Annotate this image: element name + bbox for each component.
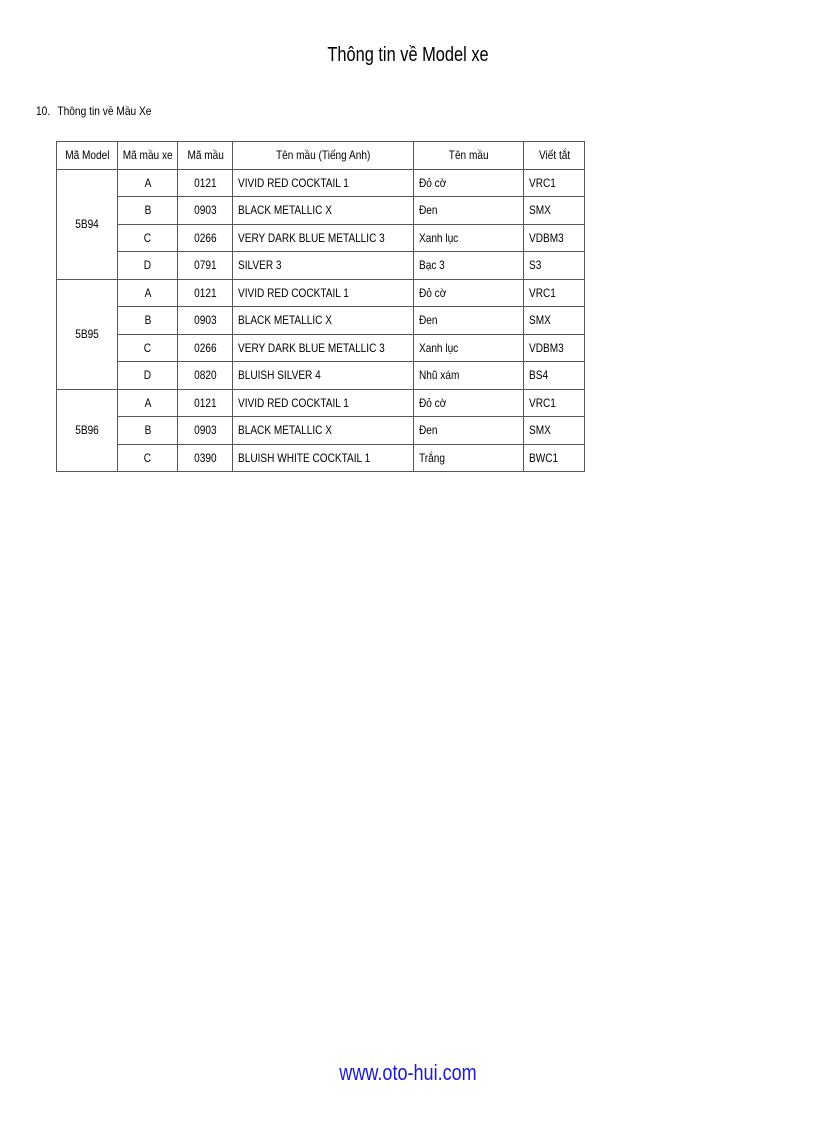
color-name-english-cell: BLACK METALLIC X [233, 197, 414, 225]
car-color-code-cell: D [118, 252, 178, 280]
color-name-cell: Đỏ cờ [414, 169, 524, 197]
section-heading [36, 104, 151, 118]
abbreviation-cell: BWC1 [524, 444, 585, 472]
color-name-cell: Nhũ xám [414, 362, 524, 390]
header-color-code: Mã mầu [178, 142, 233, 170]
color-name-english-cell: BLACK METALLIC X [233, 417, 414, 445]
abbreviation-cell: SMX [524, 197, 585, 225]
model-code-cell: 5B96 [57, 389, 118, 472]
table-row [57, 252, 585, 280]
car-color-code-cell: A [118, 389, 178, 417]
header-abbreviation: Viết tắt [524, 142, 585, 170]
table-row [57, 169, 585, 197]
table-row [57, 334, 585, 362]
color-name-cell: Xanh lục [414, 224, 524, 252]
header-model-code: Mã Model [57, 142, 118, 170]
color-code-cell: 0903 [178, 197, 233, 225]
car-color-code-cell: A [118, 279, 178, 307]
color-name-english-cell: VERY DARK BLUE METALLIC 3 [233, 334, 414, 362]
color-code-cell: 0266 [178, 334, 233, 362]
color-name-cell: Đen [414, 417, 524, 445]
table-header-row [57, 142, 585, 170]
color-code-cell: 0121 [178, 169, 233, 197]
header-color-name: Tên mầu [414, 142, 524, 170]
abbreviation-cell: VRC1 [524, 279, 585, 307]
header-color-name-english: Tên mầu (Tiếng Anh) [233, 142, 414, 170]
color-code-cell: 0820 [178, 362, 233, 390]
section-label: Thông tin về Mầu Xe [57, 104, 152, 118]
color-name-cell: Trắng [414, 444, 524, 472]
car-color-table [56, 141, 585, 472]
color-name-cell: Đỏ cờ [414, 389, 524, 417]
color-name-english-cell: BLUISH SILVER 4 [233, 362, 414, 390]
table-row [57, 197, 585, 225]
color-code-cell: 0121 [178, 389, 233, 417]
table-row [57, 389, 585, 417]
model-code-cell: 5B95 [57, 279, 118, 389]
abbreviation-cell: BS4 [524, 362, 585, 390]
color-name-cell: Xanh lục [414, 334, 524, 362]
car-color-code-cell: C [118, 224, 178, 252]
table-row [57, 307, 585, 335]
abbreviation-cell: SMX [524, 307, 585, 335]
car-color-code-cell: B [118, 197, 178, 225]
abbreviation-cell: S3 [524, 252, 585, 280]
car-color-code-cell: C [118, 444, 178, 472]
table-header [57, 142, 585, 170]
color-name-english-cell: BLUISH WHITE COCKTAIL 1 [233, 444, 414, 472]
car-color-code-cell: B [118, 417, 178, 445]
color-name-english-cell: VIVID RED COCKTAIL 1 [233, 389, 414, 417]
model-code-cell: 5B94 [57, 169, 118, 279]
car-color-code-cell: A [118, 169, 178, 197]
abbreviation-cell: VDBM3 [524, 334, 585, 362]
abbreviation-cell: VDBM3 [524, 224, 585, 252]
color-name-cell: Đen [414, 307, 524, 335]
color-code-cell: 0390 [178, 444, 233, 472]
color-code-cell: 0903 [178, 417, 233, 445]
section-number: 10. [36, 104, 51, 118]
table-row [57, 417, 585, 445]
page-title: Thông tin về Model xe [327, 44, 489, 66]
color-code-cell: 0903 [178, 307, 233, 335]
car-color-code-cell: B [118, 307, 178, 335]
color-name-english-cell: VIVID RED COCKTAIL 1 [233, 169, 414, 197]
color-name-cell: Đen [414, 197, 524, 225]
table-row [57, 224, 585, 252]
color-name-english-cell: SILVER 3 [233, 252, 414, 280]
abbreviation-cell: SMX [524, 417, 585, 445]
color-name-english-cell: BLACK METALLIC X [233, 307, 414, 335]
color-name-english-cell: VERY DARK BLUE METALLIC 3 [233, 224, 414, 252]
car-color-code-cell: D [118, 362, 178, 390]
car-color-code-cell: C [118, 334, 178, 362]
color-name-english-cell: VIVID RED COCKTAIL 1 [233, 279, 414, 307]
color-name-cell: Đỏ cờ [414, 279, 524, 307]
abbreviation-cell: VRC1 [524, 169, 585, 197]
table-body [57, 169, 585, 472]
website-link[interactable]: www.oto-hui.com [339, 1060, 477, 1085]
color-name-cell: Bạc 3 [414, 252, 524, 280]
color-code-cell: 0266 [178, 224, 233, 252]
table-row [57, 279, 585, 307]
header-car-color-code: Mã mầu xe [118, 142, 178, 170]
color-code-cell: 0121 [178, 279, 233, 307]
color-code-cell: 0791 [178, 252, 233, 280]
abbreviation-cell: VRC1 [524, 389, 585, 417]
table-row [57, 444, 585, 472]
table-row [57, 362, 585, 390]
